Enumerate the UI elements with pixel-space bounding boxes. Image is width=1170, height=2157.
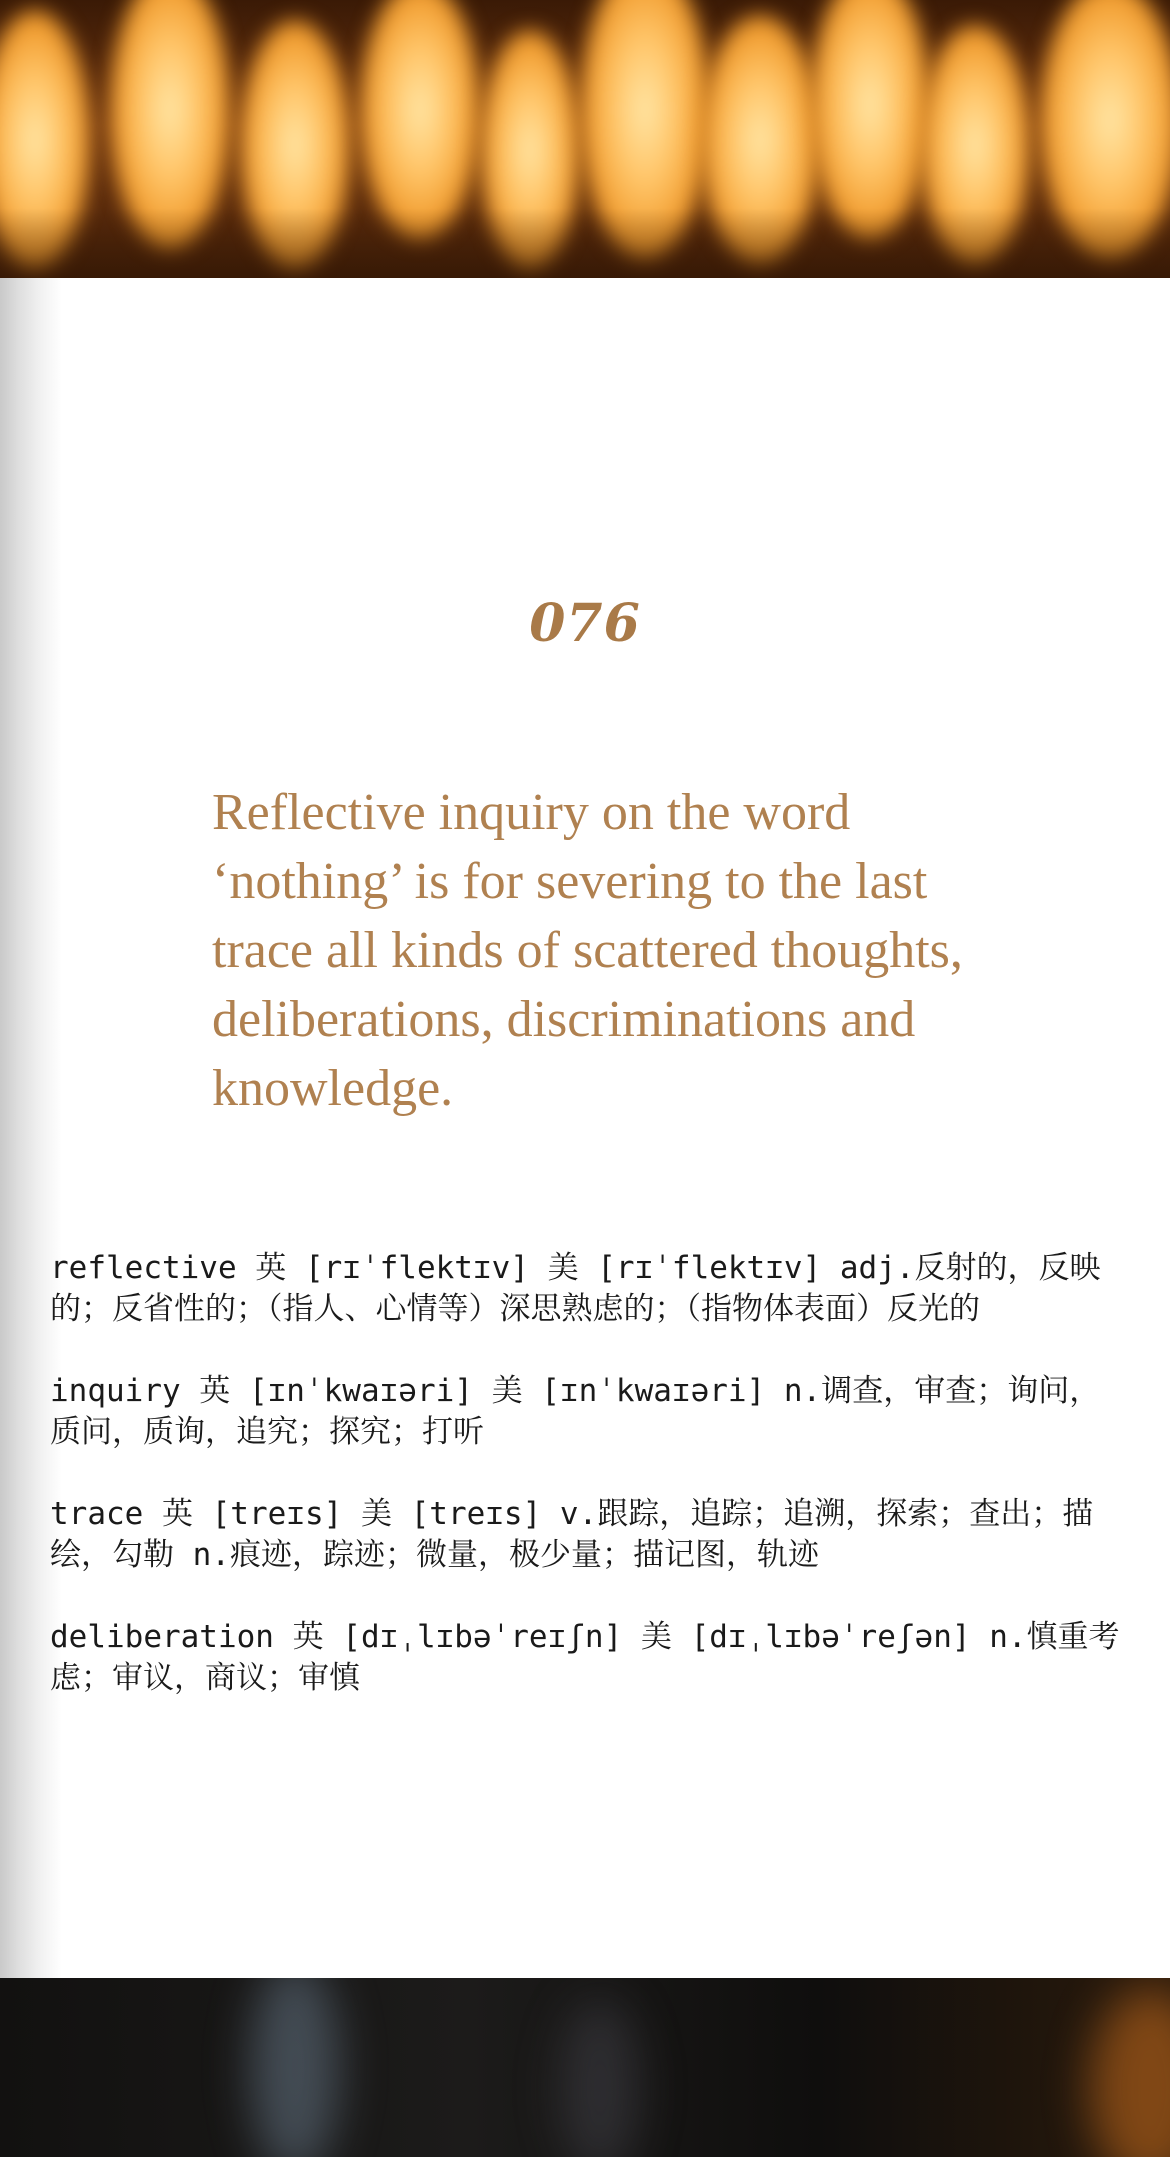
page-card: [0, 278, 1170, 1978]
bottom-banner-image: [0, 1978, 1170, 2157]
glossary-entry: inquiry 英 [ɪnˈkwaɪəri] 美 [ɪnˈkwaɪəri] n.调查，审查；询问，质问，质询，追究；探究；打听: [50, 1373, 1101, 1450]
glossary-entry: reflective 英 [rɪˈflektɪv] 美 [rɪˈflektɪv] adj.反射的，反映的；反省性的；（指人、心情等）深思熟虑的；（指物体表面）反光的: [50, 1250, 1101, 1327]
bokeh-glow: [1090, 1988, 1170, 2157]
page-number: 076: [529, 593, 641, 654]
glossary: [50, 1248, 1130, 1740]
glossary-entry: trace 英 [treɪs] 美 [treɪs] v.跟踪，追踪；追溯，探索；查出；描绘，勾勒 n.痕迹，踪迹；微量，极少量；描记图，轨迹: [50, 1496, 1094, 1573]
glossary-entry: deliberation 英 [dɪˌlɪbəˈreɪʃn] 美 [dɪˌlɪbəˈreʃən] n.慎重考虑；审议，商议；审慎: [50, 1619, 1120, 1696]
quote-text: Reflective inquiry on the word ‘nothing’ is for severing to the last trace all kinds of scattered thoughts, deliberations, discriminations and knowledge.: [212, 784, 963, 1117]
bokeh-glow: [250, 1978, 340, 2157]
top-banner-image: [0, 0, 1170, 278]
bokeh-glow: [560, 1998, 640, 2157]
banner-shade: [0, 208, 1170, 278]
candle-flame: [360, 0, 480, 240]
candle-flame: [810, 0, 930, 240]
